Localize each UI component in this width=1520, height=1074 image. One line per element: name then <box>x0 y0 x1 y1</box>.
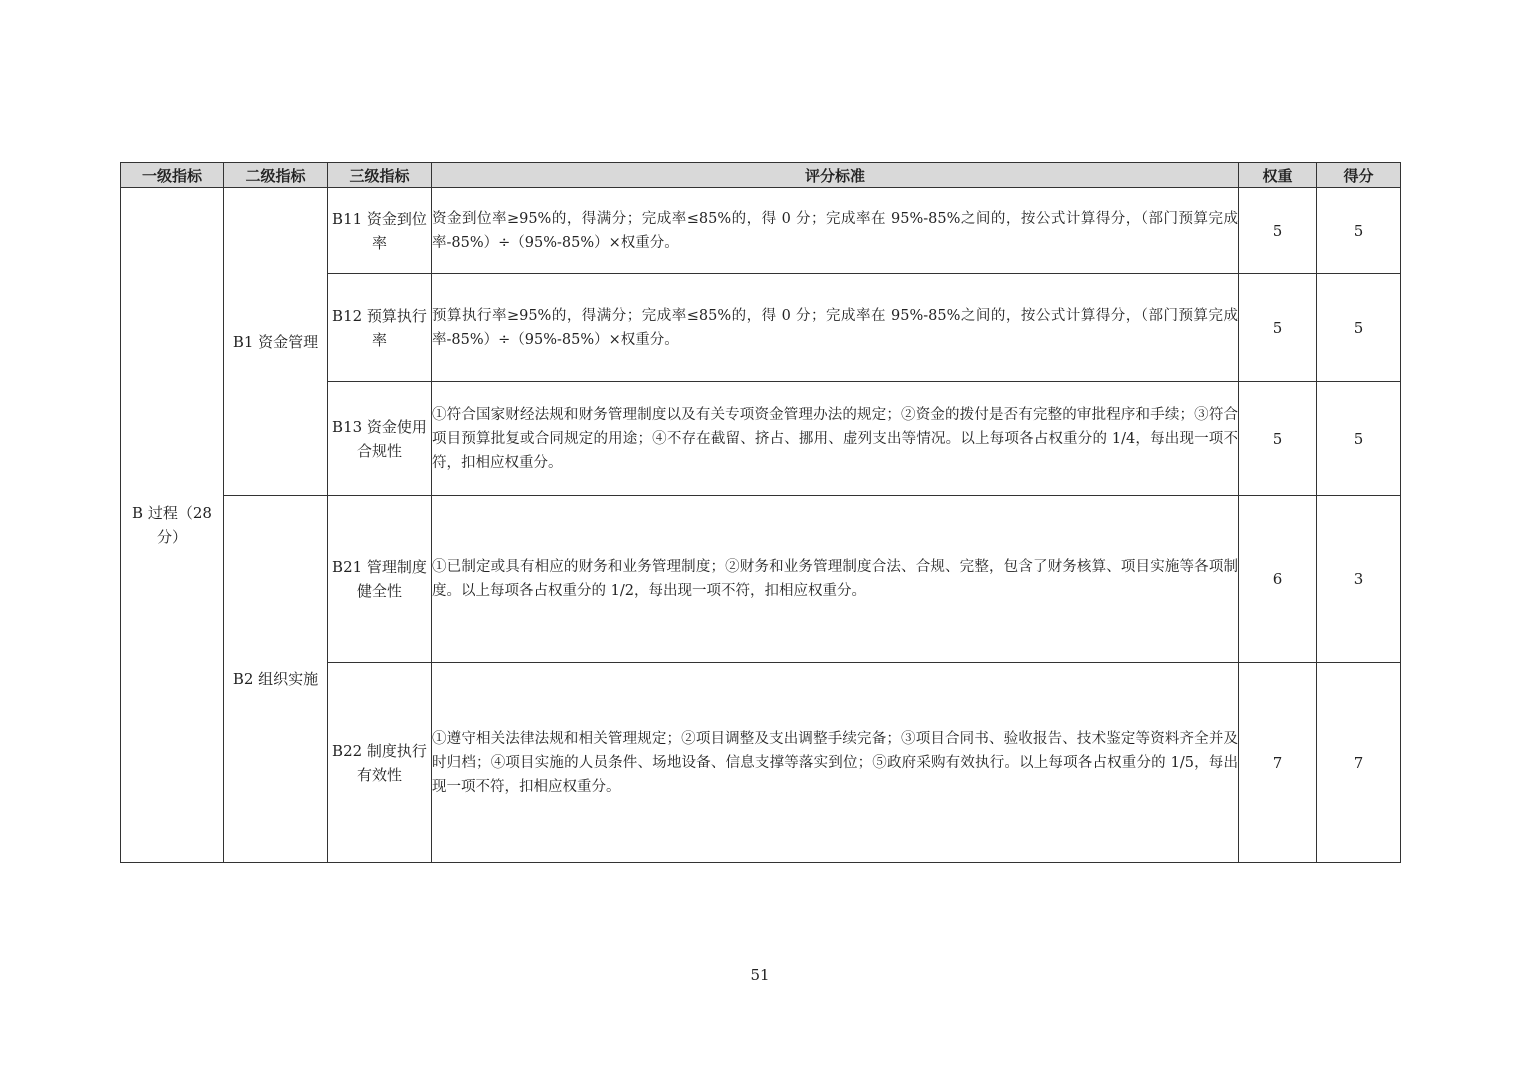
level2-cell: B2 组织实施 <box>224 496 328 863</box>
criteria-cell: 资金到位率≥95%的，得满分；完成率≤85%的，得 0 分；完成率在 95%-85%之间的，按公式计算得分，（部门预算完成率-85%）÷（95%-85%）×权重分。 <box>432 188 1239 274</box>
criteria-cell: ①符合国家财经法规和财务管理制度以及有关专项资金管理办法的规定；②资金的拨付是否有完整的审批程序和手续；③符合项目预算批复或合同规定的用途；④不存在截留、挤占、挪用、虚列支出等情况。以上每项各占权重分的 1/4，每出现一项不符，扣相应权重分。 <box>432 382 1239 496</box>
level2-cell: B1 资金管理 <box>224 188 328 496</box>
weight-cell: 6 <box>1239 496 1317 663</box>
level3-cell: B12 预算执行率 <box>328 274 432 382</box>
table-row <box>121 188 1401 274</box>
evaluation-table <box>120 162 1401 863</box>
level3-cell: B13 资金使用合规性 <box>328 382 432 496</box>
level3-cell: B21 管理制度健全性 <box>328 496 432 663</box>
score-cell: 7 <box>1317 663 1401 863</box>
header-level2: 二级指标 <box>224 163 328 188</box>
criteria-cell: 预算执行率≥95%的，得满分；完成率≤85%的，得 0 分；完成率在 95%-85%之间的，按公式计算得分，（部门预算完成率-85%）÷（95%-85%）×权重分。 <box>432 274 1239 382</box>
table-header-row <box>121 163 1401 188</box>
level1-cell: B 过程（28 分） <box>121 188 224 863</box>
criteria-cell: ①已制定或具有相应的财务和业务管理制度；②财务和业务管理制度合法、合规、完整，包含了财务核算、项目实施等各项制度。以上每项各占权重分的 1/2，每出现一项不符，扣相应权重分。 <box>432 496 1239 663</box>
header-criteria: 评分标准 <box>432 163 1239 188</box>
header-weight: 权重 <box>1239 163 1317 188</box>
table-row <box>121 496 1401 663</box>
weight-cell: 5 <box>1239 382 1317 496</box>
weight-cell: 5 <box>1239 188 1317 274</box>
level3-cell: B22 制度执行有效性 <box>328 663 432 863</box>
criteria-cell: ①遵守相关法律法规和相关管理规定；②项目调整及支出调整手续完备；③项目合同书、验收报告、技术鉴定等资料齐全并及时归档；④项目实施的人员条件、场地设备、信息支撑等落实到位；⑤政府采购有效执行。以上每项各占权重分的 1/5，每出现一项不符，扣相应权重分。 <box>432 663 1239 863</box>
page-number: 51 <box>750 966 770 984</box>
header-level1: 一级指标 <box>121 163 224 188</box>
header-level3: 三级指标 <box>328 163 432 188</box>
score-cell: 3 <box>1317 496 1401 663</box>
score-cell: 5 <box>1317 382 1401 496</box>
level3-cell: B11 资金到位率 <box>328 188 432 274</box>
score-cell: 5 <box>1317 274 1401 382</box>
weight-cell: 5 <box>1239 274 1317 382</box>
weight-cell: 7 <box>1239 663 1317 863</box>
header-score: 得分 <box>1317 163 1401 188</box>
score-cell: 5 <box>1317 188 1401 274</box>
